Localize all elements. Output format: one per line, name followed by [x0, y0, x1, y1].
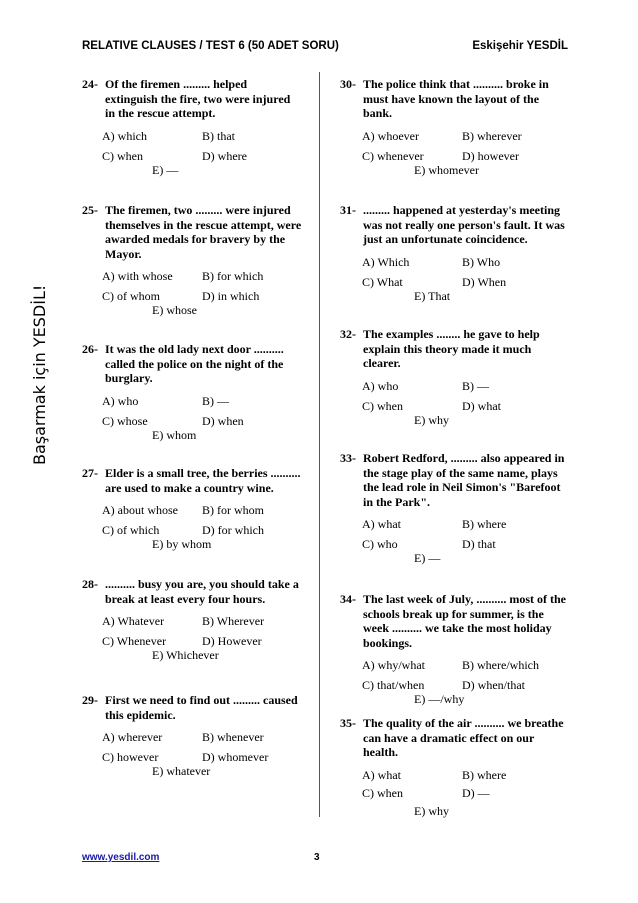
test-title: RELATIVE CLAUSES / TEST 6 (50 ADET SORU) [82, 40, 339, 52]
option-a: A) what [362, 517, 401, 531]
question-stem: Elder is a small tree, the berries .......... are used to make a country wine. [105, 466, 301, 495]
option-e: E) —/why [414, 692, 465, 706]
option-a: A) with whose [102, 269, 173, 283]
option-c: C) whose [102, 413, 148, 428]
question-24 [82, 77, 302, 177]
option-b: B) wherever [462, 128, 522, 143]
option-b: B) for whom [202, 503, 264, 517]
option-a: A) Whatever [102, 614, 165, 628]
question-30 [340, 77, 566, 177]
column-divider [319, 72, 320, 817]
option-e: E) — [414, 551, 441, 565]
option-e: E) whatever [152, 764, 211, 778]
question-stem: ......... happened at yesterday's meeting was not really one person's fault. It was just an unfortunate coincidence. [363, 203, 565, 246]
option-d: D) where [202, 148, 247, 163]
option-c: C) when [362, 398, 403, 413]
question-stem: Robert Redford, ......... also appeared in the stage play of the same name, plays the lead role in Neil Simon's "Barefoot in the Park". [363, 451, 565, 509]
option-e: E) whomever [414, 162, 479, 177]
option-c: C) What [362, 274, 403, 289]
question-number: 28- [82, 577, 98, 591]
option-c: C) who [362, 537, 398, 551]
page-number: 3 [314, 852, 320, 863]
option-d: D) however [462, 148, 519, 163]
option-c: C) that/when [362, 678, 425, 692]
question-stem: .......... busy you are, you should take a break at least every four hours. [105, 577, 299, 606]
option-c: C) Whenever [102, 634, 167, 648]
option-c: C) whenever [362, 148, 424, 163]
option-d: D) that [462, 537, 496, 551]
option-a: A) what [362, 767, 401, 782]
question-stem: It was the old lady next door .......... called the police on the night of the burglary. [105, 342, 284, 385]
option-a: A) Which [362, 254, 410, 269]
option-e: E) whose [152, 303, 197, 317]
question-stem: The police think that .......... broke in must have known the layout of the bank. [363, 77, 549, 120]
option-a: A) why/what [362, 658, 425, 672]
option-c: C) when [362, 785, 403, 800]
option-e: E) why [414, 803, 449, 818]
option-b: B) — [202, 393, 229, 408]
option-b: B) Wherever [202, 614, 265, 628]
option-e: E) whom [152, 427, 197, 442]
option-a: A) about whose [102, 503, 178, 517]
website-link[interactable]: www.yesdil.com [82, 852, 160, 863]
question-number: 29- [82, 693, 98, 707]
option-b: B) whenever [202, 730, 264, 744]
question-number: 30- [340, 77, 356, 91]
option-c: C) of which [102, 523, 160, 537]
side-slogan: Başarmak için YESDİL! [30, 284, 49, 465]
option-d: D) when/that [462, 678, 525, 692]
option-e: E) That [414, 288, 451, 303]
question-stem: The quality of the air .......... we breathe can have a dramatic effect on our health. [363, 716, 564, 759]
question-26 [82, 342, 302, 442]
question-number: 25- [82, 203, 98, 217]
option-c: C) of whom [102, 289, 160, 303]
option-d: D) in which [202, 289, 260, 303]
brand-label: Eskişehir YESDİL [472, 40, 568, 52]
option-d: D) for which [202, 523, 264, 537]
question-25 [82, 203, 302, 317]
option-b: B) for which [202, 269, 264, 283]
question-stem: First we need to find out ......... caused this epidemic. [105, 693, 298, 722]
question-32 [340, 327, 566, 427]
option-d: D) However [202, 634, 262, 648]
option-e: E) by whom [152, 537, 212, 551]
question-number: 26- [82, 342, 98, 356]
question-number: 35- [340, 716, 356, 730]
option-c: C) when [102, 148, 143, 163]
question-28 [82, 577, 302, 662]
option-c: C) however [102, 750, 159, 764]
question-stem: Of the firemen ......... helped extinguish the fire, two were injured in the rescue attempt. [105, 77, 291, 120]
question-number: 31- [340, 203, 356, 217]
option-a: A) who [102, 393, 139, 408]
option-b: B) where [462, 767, 507, 782]
option-b: B) where/which [462, 658, 539, 672]
option-d: D) what [462, 398, 501, 413]
option-d: D) When [462, 274, 507, 289]
option-a: A) whoever [362, 128, 419, 143]
option-e: E) — [152, 162, 179, 177]
question-number: 27- [82, 466, 98, 480]
question-34 [340, 592, 566, 706]
option-b: B) — [462, 378, 489, 393]
question-stem: The firemen, two ......... were injured themselves in the rescue attempt, were awarded medals for bravery by the Mayor. [105, 203, 302, 261]
option-a: A) wherever [102, 730, 163, 744]
question-number: 32- [340, 327, 356, 341]
option-d: D) — [462, 785, 490, 800]
option-d: D) whomever [202, 750, 269, 764]
question-35 [340, 716, 566, 818]
option-a: A) who [362, 378, 399, 393]
question-stem: The examples ........ he gave to help explain this theory made it much clearer. [363, 327, 540, 370]
question-31 [340, 203, 566, 303]
question-number: 24- [82, 77, 98, 91]
option-b: B) where [462, 517, 507, 531]
question-number: 33- [340, 451, 356, 465]
question-29 [82, 693, 302, 778]
question-stem: The last week of July, .......... most of the schools break up for summer, is the week .......... we take the most holiday bookings. [363, 592, 566, 650]
option-e: E) why [414, 412, 449, 427]
option-e: E) Whichever [152, 648, 219, 662]
option-a: A) which [102, 128, 147, 143]
option-b: B) that [202, 128, 235, 143]
option-b: B) Who [462, 254, 501, 269]
option-d: D) when [202, 413, 244, 428]
question-27 [82, 466, 302, 551]
question-number: 34- [340, 592, 356, 606]
question-33 [340, 451, 566, 565]
